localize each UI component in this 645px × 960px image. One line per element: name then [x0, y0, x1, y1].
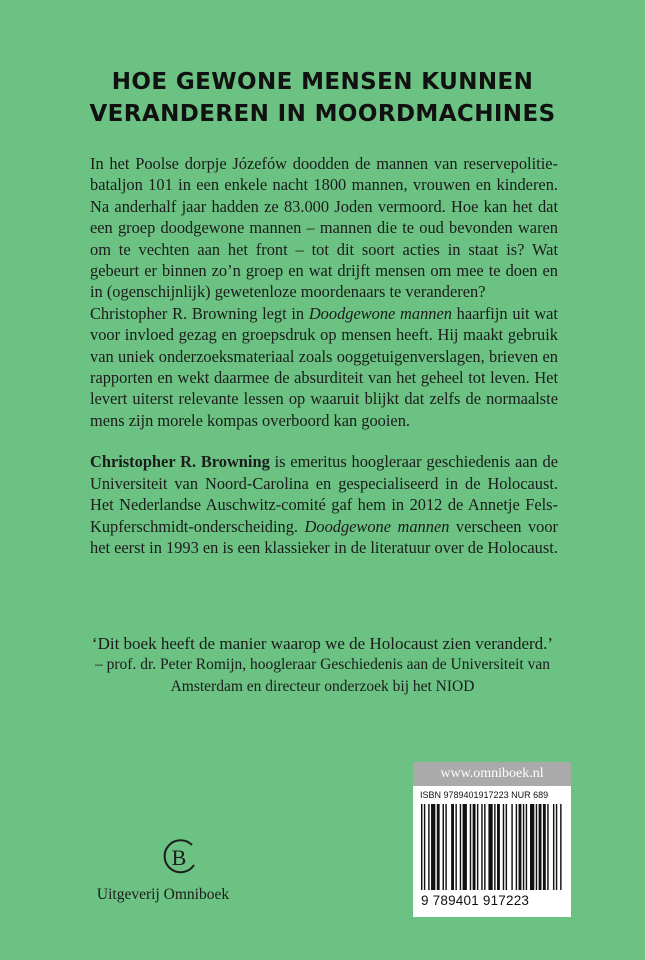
isbn-text: ISBN 9789401917223 NUR 689: [420, 790, 549, 800]
bio-book-title: Doodgewone mannen: [304, 516, 450, 536]
bio-text-end: verscheen voor het eerst in 1993 en is een klassieker in de literatuur over de Holocaust.: [90, 516, 558, 557]
review-quote: [60, 633, 585, 697]
blurb-paragraph-2: [90, 303, 558, 431]
book-title: Doodgewone mannen: [308, 303, 452, 323]
blurb-p2-start: Christopher R. Browning legt in: [90, 303, 309, 323]
publisher-url: www.omniboek.nl: [413, 762, 571, 786]
headline: [0, 66, 645, 130]
publisher-name: Uitgeverij Omniboek: [96, 886, 230, 903]
blurb-p2-end: haarfijn uit wat voor invloed gezag en groepsdruk op mensen heeft. Hij maakt gebruik van uniek onderzoeksmateriaal zoals ooggetuigenverslagen, brieven en rapporten en wekt daarmee de absurditeit van het geheel tot leven. Het levert uiterst relevante lessen op waaruit blijkt dat zelfs de normaalste mens zijn morele kompas overboord kan gooien.: [90, 303, 558, 430]
blurb: [90, 153, 558, 558]
author-name: Christopher R. Browning: [90, 452, 270, 472]
omniboek-logo-icon: [158, 836, 200, 878]
quote-text: ‘Dit boek heeft de manier waarop we de Holocaust zien veranderd.’: [91, 634, 554, 653]
headline-line-2: VERANDEREN IN MOORDMACHINES: [89, 101, 556, 127]
quote-attribution: – prof. dr. Peter Romijn, hoogleraar Geschiedenis aan de Universiteit van Amsterdam en directeur onderzoek bij het NIOD: [95, 656, 550, 695]
bio-text-start: is emeritus hoogleraar geschiedenis aan de Universiteit van Noord-Carolina en gespecialiseerd in de Holocaust. Het Nederlandse Auschwitz-comité gaf hem in 2012 de Annetje Fels-Kupferschmidt-onderscheiding.: [90, 452, 558, 536]
barcode-icon: [421, 804, 563, 890]
author-bio: [90, 451, 558, 558]
svg-text:B: B: [171, 845, 187, 870]
headline-line-1: HOE GEWONE MENSEN KUNNEN: [111, 69, 534, 95]
barcode-panel: [413, 762, 571, 917]
ean-digits: 9 789401 917223: [421, 893, 530, 908]
publisher-logo: [78, 836, 248, 904]
blurb-paragraph-1: In het Poolse dorpje Józefów doodden de mannen van reservepolitie-bataljon 101 in een enkele nacht 1800 mannen, vrouwen en kinderen. Na anderhalf jaar hadden ze 83.000 Joden vermoord. Hoe kan het dat een groep doodgewone mannen – mannen die te oud bevonden waren om te vechten aan het front – tot dit soort acties in staat is? Wat gebeurt er binnen zo’n groep en wat drijft mensen om mee te doen en in (ogenschijnlijk) gewetenloze moordenaars te veranderen?: [90, 154, 558, 302]
